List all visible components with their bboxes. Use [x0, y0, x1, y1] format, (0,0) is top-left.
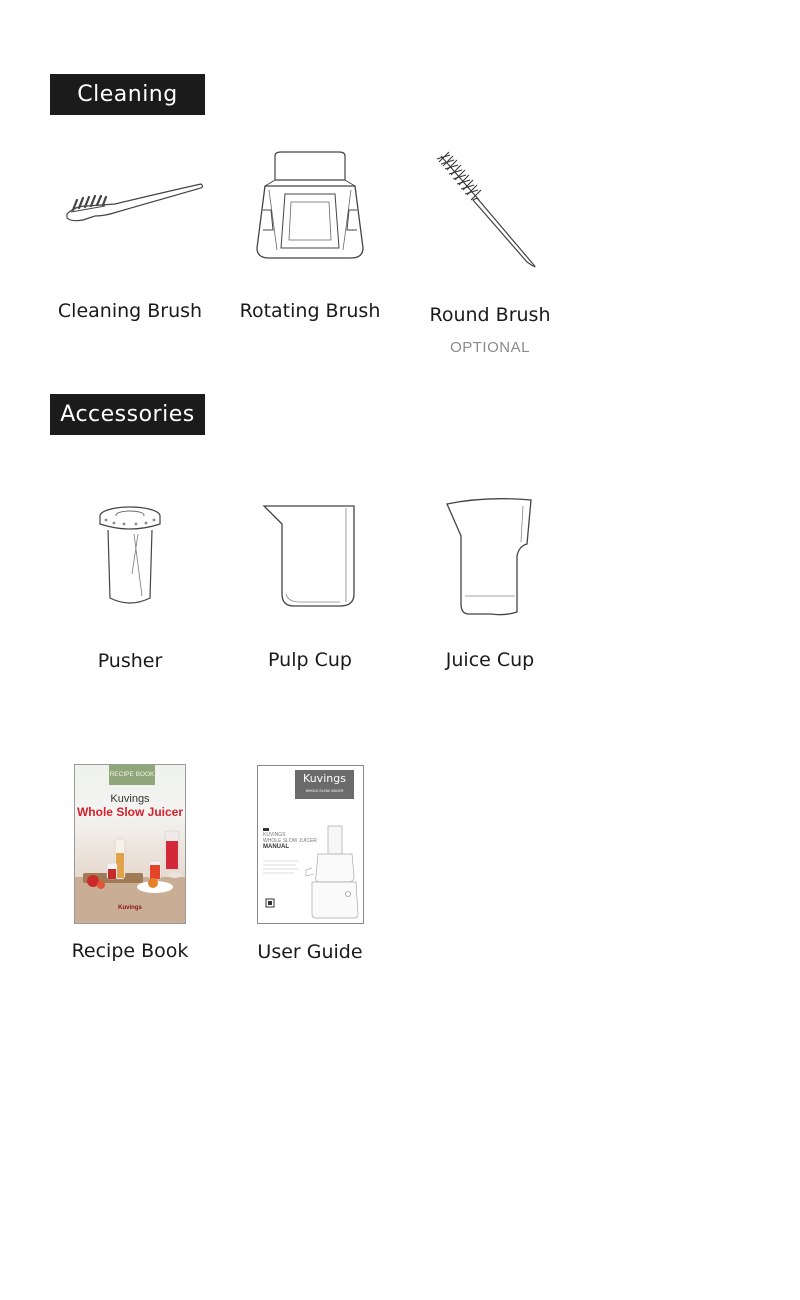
user-guide-logo-text: Kuvings [303, 772, 346, 785]
item-user-guide [230, 930, 390, 970]
cleaning-brush-icon [50, 170, 210, 230]
item-juice-cup [410, 494, 570, 680]
item-round-brush [410, 140, 570, 360]
item-label: Pulp Cup [268, 649, 352, 671]
user-guide-line2: WHOLE SLOW JUICER [263, 838, 317, 844]
juicer-illustration [258, 766, 363, 923]
item-pulp-cup [230, 500, 390, 680]
juice-cup-icon [410, 496, 570, 618]
user-guide-logo-sub: WHOLE SLOW JUICER [305, 789, 344, 793]
user-guide-line3: MANUAL [263, 844, 289, 850]
recipe-book-brand: Kuvings [110, 793, 150, 805]
item-pusher [50, 500, 210, 680]
item-label: Round Brush [429, 304, 551, 326]
recipe-book-tag: RECIPE BOOK [109, 765, 155, 785]
rotating-brush-icon [230, 150, 390, 262]
item-label: User Guide [257, 941, 363, 963]
item-label: Pusher [97, 650, 163, 672]
recipe-book-image [74, 764, 186, 924]
optional-note: OPTIONAL [450, 339, 530, 356]
section-header-accessories: Accessories [50, 394, 205, 435]
pusher-icon [50, 504, 210, 608]
item-cleaning-brush [50, 140, 210, 340]
recipe-book-footer: Kuvings [118, 905, 142, 911]
item-label: Rotating Brush [239, 300, 381, 322]
section-header-cleaning: Cleaning [50, 74, 205, 115]
item-label: Cleaning Brush [57, 300, 203, 322]
item-rotating-brush [230, 140, 390, 340]
user-guide-line1: KUVINGS [263, 832, 286, 838]
round-brush-icon [410, 150, 570, 270]
item-recipe-book [50, 930, 210, 970]
item-label: Juice Cup [445, 649, 535, 671]
recipe-book-title: Whole Slow Juicer [76, 805, 184, 819]
item-label: Recipe Book [71, 940, 189, 962]
user-guide-image [257, 765, 364, 924]
recipe-book-photo [75, 765, 185, 923]
pulp-cup-icon [230, 502, 390, 612]
